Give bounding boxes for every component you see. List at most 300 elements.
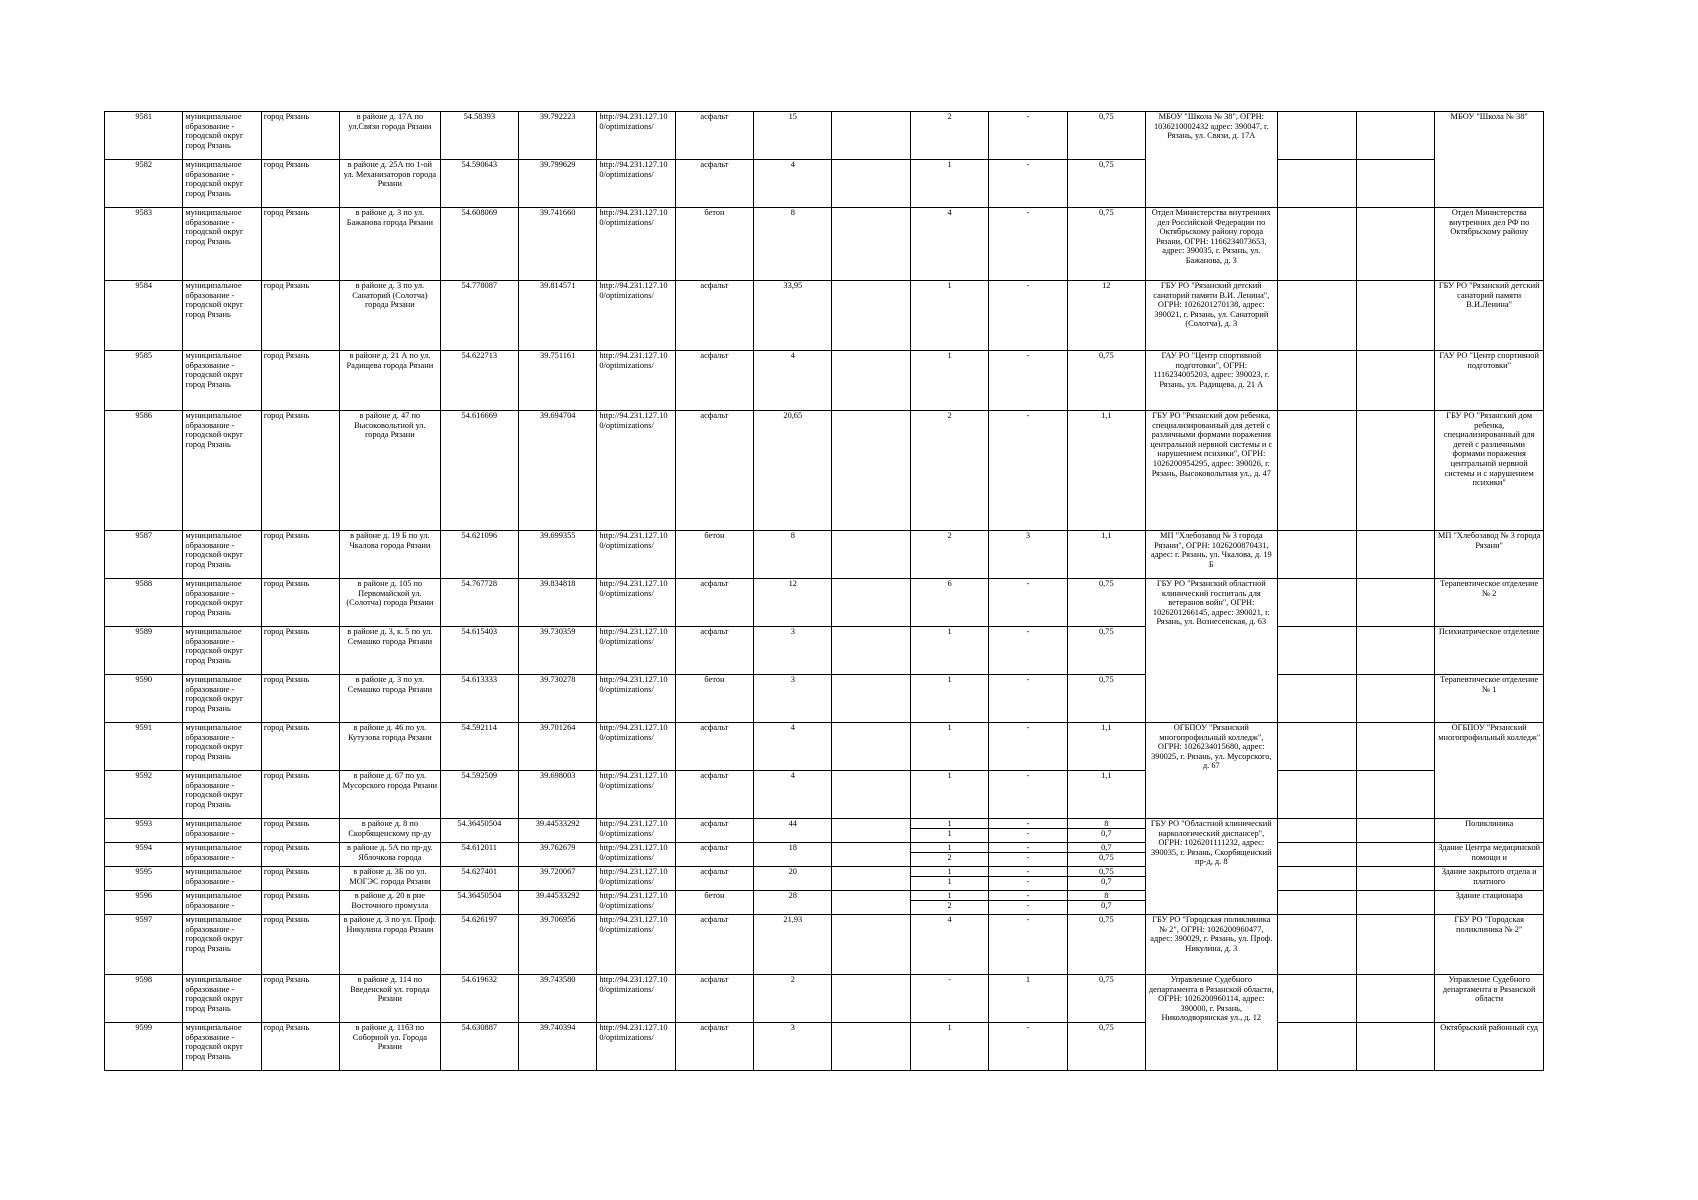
volume-cell-part: 0,7	[1101, 843, 1112, 852]
volume-cell	[1067, 160, 1145, 208]
area-cell: 4	[754, 723, 832, 771]
count-cell-part: 2	[947, 411, 952, 420]
table-row	[105, 723, 1544, 771]
count-2-cell-part: 1	[1025, 975, 1031, 984]
column-14-cell	[1277, 843, 1356, 867]
municipality-cell: муниципальное образование -	[183, 843, 261, 867]
city-cell: город Рязань	[261, 819, 339, 843]
column-15-cell	[1356, 579, 1434, 627]
surface-cell: асфальт	[675, 112, 753, 160]
count-cell-part: 1	[911, 828, 988, 838]
volume-cell-part: 0,75	[1068, 852, 1145, 862]
count-2-cell	[989, 723, 1067, 771]
city-cell: город Рязань	[261, 675, 339, 723]
count-2-cell	[989, 1023, 1067, 1071]
count-2-cell-part: -	[1026, 915, 1030, 924]
volume-cell-part: 8	[1104, 891, 1109, 900]
count-cell	[910, 975, 988, 1023]
area-cell: 8	[754, 531, 832, 579]
surface-cell: асфальт	[675, 1023, 753, 1071]
volume-cell	[1067, 351, 1145, 411]
location-cell: в районе д. 3 по ул. Бажанова города Рязани	[340, 208, 440, 281]
volume-cell-part: 0,75	[1098, 627, 1114, 636]
table-row	[105, 867, 1544, 891]
city-cell: город Рязань	[261, 160, 339, 208]
source-cell: ГБУ РО "Рязанский дом ребенка, специализированный для детей с различными формами поражения центральной нервной системы и с нарушением психики"	[1435, 411, 1544, 531]
count-2-cell-part: -	[1026, 867, 1030, 876]
volume-cell-part: 0,75	[1098, 112, 1114, 121]
longitude-cell: 39.814571	[518, 281, 596, 351]
location-cell: в районе д. 47 по Высоковольтной ул. города Рязани	[340, 411, 440, 531]
municipality-cell: муниципальное образование - городской округ город Рязань	[183, 531, 261, 579]
column-9-cell	[832, 531, 910, 579]
source-cell: Терапевтическое отделение № 2	[1435, 579, 1544, 627]
location-cell: в районе д. 5А по пр-ду. Яблочкова города	[340, 843, 440, 867]
municipality-cell: муниципальное образование - городской округ город Рязань	[183, 579, 261, 627]
column-14-cell	[1277, 819, 1356, 843]
column-14-cell	[1277, 975, 1356, 1023]
count-cell	[910, 675, 988, 723]
volume-cell	[1067, 891, 1145, 915]
count-2-cell-part: -	[1026, 723, 1030, 732]
link-cell[interactable]: http://94.231.127.100/optimizations/	[597, 975, 675, 1023]
column-15-cell	[1356, 627, 1434, 675]
row-number: 9599	[105, 1023, 183, 1071]
row-number: 9586	[105, 411, 183, 531]
volume-cell-part: 0,75	[1098, 915, 1114, 924]
count-cell-part: 1	[947, 891, 952, 900]
count-cell-part: 1	[947, 281, 952, 290]
row-number: 9581	[105, 112, 183, 160]
table-row	[105, 112, 1544, 160]
table-row	[105, 1023, 1544, 1071]
link-cell[interactable]: http://94.231.127.100/optimizations/	[597, 723, 675, 771]
column-9-cell	[832, 627, 910, 675]
count-cell	[910, 281, 988, 351]
count-cell-part: -	[948, 975, 951, 984]
count-2-cell	[989, 819, 1067, 843]
area-cell: 18	[754, 843, 832, 867]
latitude-cell: 54.36450504	[440, 891, 518, 915]
location-cell: в районе д. 67 по ул. Мусорского города Рязани	[340, 771, 440, 819]
link-cell[interactable]: http://94.231.127.100/optimizations/	[597, 281, 675, 351]
count-2-cell-part: -	[1026, 579, 1030, 588]
count-2-cell	[989, 675, 1067, 723]
municipality-cell: муниципальное образование - городской округ город Рязань	[183, 411, 261, 531]
volume-cell-part: 0,7	[1068, 900, 1145, 910]
latitude-cell: 54.778087	[440, 281, 518, 351]
table-row	[105, 579, 1544, 627]
longitude-cell: 39.762679	[518, 843, 596, 867]
owner-cell: ГАУ РО "Центр спортивной подготовки", ОГРН: 1116234005203, адрес: 390023, г. Рязань, ул. Радищева, д. 21 А	[1145, 351, 1277, 411]
count-2-cell	[989, 843, 1067, 867]
longitude-cell: 39.730359	[518, 627, 596, 675]
count-2-cell-part: -	[1026, 160, 1030, 169]
longitude-cell: 39.741660	[518, 208, 596, 281]
surface-cell: асфальт	[675, 867, 753, 891]
table-row	[105, 627, 1544, 675]
area-cell: 21,93	[754, 915, 832, 975]
location-cell: в районе д. 3 по ул. Санаторий (Солотча) города Рязани	[340, 281, 440, 351]
volume-cell-part: 1,1	[1101, 771, 1112, 780]
column-15-cell	[1356, 819, 1434, 843]
count-2-cell	[989, 915, 1067, 975]
row-number: 9598	[105, 975, 183, 1023]
municipality-cell: муниципальное образование - городской округ город Рязань	[183, 112, 261, 160]
municipality-cell: муниципальное образование - городской округ город Рязань	[183, 208, 261, 281]
source-cell: Психиатрическое отделение	[1435, 627, 1544, 675]
link-cell[interactable]: http://94.231.127.100/optimizations/	[597, 843, 675, 867]
municipality-cell: муниципальное образование - городской округ город Рязань	[183, 723, 261, 771]
municipality-cell: муниципальное образование - городской округ город Рязань	[183, 771, 261, 819]
link-cell[interactable]: http://94.231.127.100/optimizations/	[597, 627, 675, 675]
column-9-cell	[832, 915, 910, 975]
count-cell-part: 1	[947, 675, 952, 684]
link-cell[interactable]: http://94.231.127.100/optimizations/	[597, 675, 675, 723]
count-cell-part: 4	[947, 208, 952, 217]
column-9-cell	[832, 675, 910, 723]
link-cell[interactable]: http://94.231.127.100/optimizations/	[597, 1023, 675, 1071]
row-number: 9585	[105, 351, 183, 411]
location-cell: в районе д. 114 по Введенской ул. города Рязани	[340, 975, 440, 1023]
owner-cell: ГБУ РО "Городская поликлиника № 2", ОГРН: 1026200960477, адрес: 390029, г. Рязань, ул. Проф. Никулина, д. 3	[1145, 915, 1277, 975]
volume-cell	[1067, 1023, 1145, 1071]
source-cell: Здание стационара	[1435, 891, 1544, 915]
count-2-cell	[989, 112, 1067, 160]
count-cell	[910, 819, 988, 843]
area-cell: 2	[754, 975, 832, 1023]
latitude-cell: 54.627401	[440, 867, 518, 891]
surface-cell: асфальт	[675, 351, 753, 411]
row-number: 9597	[105, 915, 183, 975]
count-2-cell	[989, 411, 1067, 531]
location-cell: в районе д. 3 по ул. Семашко города Рязани	[340, 675, 440, 723]
owner-cell: ГБУ РО "Рязанский дом ребенка, специализированный для детей с различными формами поражения центральной нервной системы и с нарушением психики", ОГРН: 1026200954295, адрес: 390026, г. Рязань, Высоковольтная ул., д. 47	[1145, 411, 1277, 531]
registry-table-sheet	[104, 111, 1544, 1071]
city-cell: город Рязань	[261, 867, 339, 891]
row-number: 9596	[105, 891, 183, 915]
column-15-cell	[1356, 675, 1434, 723]
latitude-cell: 54.622713	[440, 351, 518, 411]
table-row	[105, 351, 1544, 411]
column-9-cell	[832, 112, 910, 160]
latitude-cell: 54.619632	[440, 975, 518, 1023]
surface-cell: асфальт	[675, 819, 753, 843]
source-cell: Отдел Министерства внутренних дел РФ по Октябрьскому району	[1435, 208, 1544, 281]
column-14-cell	[1277, 675, 1356, 723]
table-row	[105, 411, 1544, 531]
column-14-cell	[1277, 723, 1356, 771]
link-cell[interactable]: http://94.231.127.100/optimizations/	[597, 531, 675, 579]
volume-cell	[1067, 819, 1145, 843]
latitude-cell: 54.58393	[440, 112, 518, 160]
location-cell: в районе д. 25А по 1-ой ул. Механизаторов города Рязани	[340, 160, 440, 208]
count-cell	[910, 531, 988, 579]
volume-cell-part: 0,75	[1098, 975, 1114, 984]
area-cell: 33,95	[754, 281, 832, 351]
source-cell: Здание закрытого отдела и платного	[1435, 867, 1544, 891]
longitude-cell: 39.730278	[518, 675, 596, 723]
source-cell: ГБУ РО "Городская поликлиника № 2"	[1435, 915, 1544, 975]
surface-cell: асфальт	[675, 160, 753, 208]
volume-cell	[1067, 411, 1145, 531]
link-cell[interactable]: http://94.231.127.100/optimizations/	[597, 891, 675, 915]
latitude-cell: 54.613333	[440, 675, 518, 723]
location-cell: в районе д. 17А по ул.Связи города Рязани	[340, 112, 440, 160]
column-9-cell	[832, 819, 910, 843]
area-cell: 20,65	[754, 411, 832, 531]
surface-cell: асфальт	[675, 975, 753, 1023]
count-cell-part: 1	[947, 843, 952, 852]
latitude-cell: 54.615403	[440, 627, 518, 675]
location-cell: в районе д. 105 по Первомайской ул. (Солотча) города Рязани	[340, 579, 440, 627]
area-cell: 20	[754, 867, 832, 891]
municipality-cell: муниципальное образование -	[183, 819, 261, 843]
count-2-cell-part: -	[1026, 843, 1030, 852]
column-9-cell	[832, 579, 910, 627]
longitude-cell: 39.834818	[518, 579, 596, 627]
column-15-cell	[1356, 1023, 1434, 1071]
link-cell[interactable]: http://94.231.127.100/optimizations/	[597, 208, 675, 281]
city-cell: город Рязань	[261, 975, 339, 1023]
latitude-cell: 54.767728	[440, 579, 518, 627]
area-cell: 3	[754, 1023, 832, 1071]
table-row	[105, 975, 1544, 1023]
count-cell-part: 6	[947, 579, 952, 588]
row-number: 9594	[105, 843, 183, 867]
volume-cell-part: 0,75	[1098, 1023, 1114, 1032]
area-cell: 3	[754, 627, 832, 675]
city-cell: город Рязань	[261, 771, 339, 819]
volume-cell	[1067, 112, 1145, 160]
count-cell-part: 1	[947, 627, 952, 636]
count-cell	[910, 867, 988, 891]
row-number: 9592	[105, 771, 183, 819]
municipality-cell: муниципальное образование - городской округ город Рязань	[183, 915, 261, 975]
count-cell-part: 1	[947, 351, 952, 360]
link-cell[interactable]: http://94.231.127.100/optimizations/	[597, 771, 675, 819]
area-cell: 3	[754, 675, 832, 723]
count-2-cell-part: 3	[1025, 531, 1031, 540]
count-cell	[910, 112, 988, 160]
owner-cell: ОГБПОУ "Рязанский многопрофильный колледж", ОГРН: 1026234015680, адрес: 390025, г. Рязань, ул. Мусорского, д. 67	[1145, 723, 1277, 819]
source-cell: Поликлиника	[1435, 819, 1544, 843]
location-cell: в районе д. 3 по ул. Проф. Никулина города Рязани	[340, 915, 440, 975]
count-cell	[910, 723, 988, 771]
count-2-cell	[989, 771, 1067, 819]
surface-cell: бетон	[675, 891, 753, 915]
link-cell[interactable]: http://94.231.127.100/optimizations/	[597, 579, 675, 627]
city-cell: город Рязань	[261, 627, 339, 675]
table-row	[105, 771, 1544, 819]
longitude-cell: 39.792223	[518, 112, 596, 160]
table-row	[105, 915, 1544, 975]
municipality-cell: муниципальное образование - городской округ город Рязань	[183, 627, 261, 675]
count-2-cell-part: -	[1026, 819, 1030, 828]
owner-cell: Управление Судебного департамента в Рязанской области, ОГРН: 1026200960114, адрес: 390000, г. Рязань, Николодворянская ул., д. 12	[1145, 975, 1277, 1071]
column-14-cell	[1277, 891, 1356, 915]
longitude-cell: 39.740394	[518, 1023, 596, 1071]
volume-cell	[1067, 208, 1145, 281]
table-row	[105, 819, 1544, 843]
owner-cell: Отдел Министерства внутренних дел Российской Федерации по Октябрьскому району города Рязани, ОГРН: 1166234073653, адрес: 390035, г. Рязань, ул. Бажанова, д. 3	[1145, 208, 1277, 281]
source-cell: Здание Центра медицинской помощи и	[1435, 843, 1544, 867]
row-number: 9583	[105, 208, 183, 281]
volume-cell-part: 1,1	[1101, 411, 1112, 420]
link-cell[interactable]: http://94.231.127.100/optimizations/	[597, 867, 675, 891]
link-cell[interactable]: http://94.231.127.100/optimizations/	[597, 160, 675, 208]
row-number: 9590	[105, 675, 183, 723]
latitude-cell: 54.612011	[440, 843, 518, 867]
volume-cell-part: 0,75	[1098, 579, 1114, 588]
volume-cell	[1067, 975, 1145, 1023]
surface-cell: асфальт	[675, 281, 753, 351]
longitude-cell: 39.694704	[518, 411, 596, 531]
column-9-cell	[832, 160, 910, 208]
column-15-cell	[1356, 891, 1434, 915]
column-15-cell	[1356, 351, 1434, 411]
column-14-cell	[1277, 281, 1356, 351]
municipality-cell: муниципальное образование -	[183, 867, 261, 891]
table-row	[105, 281, 1544, 351]
count-2-cell-part: -	[1026, 351, 1030, 360]
count-cell-part: 2	[947, 112, 952, 121]
count-2-cell-part: -	[989, 852, 1066, 862]
count-cell	[910, 160, 988, 208]
area-cell: 8	[754, 208, 832, 281]
column-15-cell	[1356, 112, 1434, 160]
city-cell: город Рязань	[261, 112, 339, 160]
city-cell: город Рязань	[261, 208, 339, 281]
area-cell: 28	[754, 891, 832, 915]
volume-cell-part: 0,7	[1068, 876, 1145, 886]
column-15-cell	[1356, 843, 1434, 867]
volume-cell	[1067, 579, 1145, 627]
count-2-cell-part: -	[1026, 675, 1030, 684]
volume-cell	[1067, 675, 1145, 723]
municipality-cell: муниципальное образование -	[183, 891, 261, 915]
source-cell: Управление Судебного департамента в Рязанской области	[1435, 975, 1544, 1023]
volume-cell-part: 1,1	[1101, 723, 1112, 732]
city-cell: город Рязань	[261, 351, 339, 411]
count-2-cell-part: -	[1026, 891, 1030, 900]
column-9-cell	[832, 281, 910, 351]
volume-cell	[1067, 531, 1145, 579]
owner-cell: ГБУ РО "Областной клинический наркологический диспансер", ОГРН: 1026201111232, адрес: 390035, г. Рязань, Скорбященский пр-д, д. 8	[1145, 819, 1277, 915]
count-2-cell-part: -	[1026, 112, 1030, 121]
municipality-cell: муниципальное образование - городской округ город Рязань	[183, 351, 261, 411]
source-cell: Терапевтическое отделение № 1	[1435, 675, 1544, 723]
municipality-cell: муниципальное образование - городской округ город Рязань	[183, 281, 261, 351]
table-row	[105, 160, 1544, 208]
surface-cell: асфальт	[675, 915, 753, 975]
source-cell: МБОУ "Школа № 38"	[1435, 112, 1544, 208]
link-cell[interactable]: http://94.231.127.100/optimizations/	[597, 819, 675, 843]
longitude-cell: 39.701264	[518, 723, 596, 771]
column-9-cell	[832, 771, 910, 819]
column-14-cell	[1277, 867, 1356, 891]
surface-cell: асфальт	[675, 411, 753, 531]
count-cell-part: 1	[947, 1023, 952, 1032]
count-cell	[910, 627, 988, 675]
source-cell: ОГБПОУ "Рязанский многопрофильный колледж"	[1435, 723, 1544, 819]
volume-cell	[1067, 867, 1145, 891]
city-cell: город Рязань	[261, 723, 339, 771]
count-2-cell	[989, 531, 1067, 579]
column-9-cell	[832, 1023, 910, 1071]
column-14-cell	[1277, 915, 1356, 975]
surface-cell: бетон	[675, 531, 753, 579]
count-cell-part: 4	[947, 915, 952, 924]
link-cell[interactable]: http://94.231.127.100/optimizations/	[597, 915, 675, 975]
count-2-cell	[989, 160, 1067, 208]
count-2-cell	[989, 867, 1067, 891]
longitude-cell: 39.751161	[518, 351, 596, 411]
location-cell: в районе д. 11б3 по Соборной ул. Города Рязани	[340, 1023, 440, 1071]
city-cell: город Рязань	[261, 531, 339, 579]
link-cell[interactable]: http://94.231.127.100/optimizations/	[597, 351, 675, 411]
column-15-cell	[1356, 411, 1434, 531]
count-cell	[910, 771, 988, 819]
count-cell-part: 1	[947, 771, 952, 780]
count-cell	[910, 351, 988, 411]
volume-cell-part: 0,75	[1098, 160, 1114, 169]
volume-cell-part: 0,75	[1098, 351, 1114, 360]
volume-cell	[1067, 627, 1145, 675]
table-row	[105, 531, 1544, 579]
link-cell[interactable]: http://94.231.127.100/optimizations/	[597, 411, 675, 531]
column-15-cell	[1356, 975, 1434, 1023]
count-cell	[910, 411, 988, 531]
city-cell: город Рязань	[261, 1023, 339, 1071]
area-cell: 4	[754, 771, 832, 819]
count-2-cell	[989, 891, 1067, 915]
city-cell: город Рязань	[261, 843, 339, 867]
source-cell: МП "Хлебозавод № 3 города Рязани"	[1435, 531, 1544, 579]
city-cell: город Рязань	[261, 915, 339, 975]
count-2-cell	[989, 208, 1067, 281]
column-15-cell	[1356, 160, 1434, 208]
row-number: 9588	[105, 579, 183, 627]
table-row	[105, 208, 1544, 281]
longitude-cell: 39.706956	[518, 915, 596, 975]
surface-cell: асфальт	[675, 843, 753, 867]
count-2-cell-part: -	[1026, 1023, 1030, 1032]
column-9-cell	[832, 891, 910, 915]
area-cell: 15	[754, 112, 832, 160]
column-14-cell	[1277, 208, 1356, 281]
location-cell: в районе д. 3, к. 5 по ул. Семашко города Рязани	[340, 627, 440, 675]
count-2-cell	[989, 975, 1067, 1023]
count-2-cell-part: -	[989, 828, 1066, 838]
count-cell	[910, 843, 988, 867]
owner-cell: ГБУ РО "Рязанский областной клинический госпиталь для ветеранов войн", ОГРН: 1026201266145, адрес: 390021, г. Рязань, ул. Вознесенская, д. 63	[1145, 579, 1277, 723]
source-cell: Октябрьский районный суд	[1435, 1023, 1544, 1071]
municipality-cell: муниципальное образование - городской округ город Рязань	[183, 975, 261, 1023]
municipality-cell: муниципальное образование - городской округ город Рязань	[183, 1023, 261, 1071]
count-cell-part: 1	[947, 160, 952, 169]
row-number: 9584	[105, 281, 183, 351]
count-cell-part: 2	[911, 900, 988, 910]
count-2-cell-part: -	[1026, 627, 1030, 636]
longitude-cell: 39.720067	[518, 867, 596, 891]
location-cell: в районе д. 46 по ул. Кутузова города Рязани	[340, 723, 440, 771]
longitude-cell: 39.699355	[518, 531, 596, 579]
link-cell[interactable]: http://94.231.127.100/optimizations/	[597, 112, 675, 160]
column-15-cell	[1356, 771, 1434, 819]
column-14-cell	[1277, 1023, 1356, 1071]
longitude-cell: 39.44533292	[518, 819, 596, 843]
